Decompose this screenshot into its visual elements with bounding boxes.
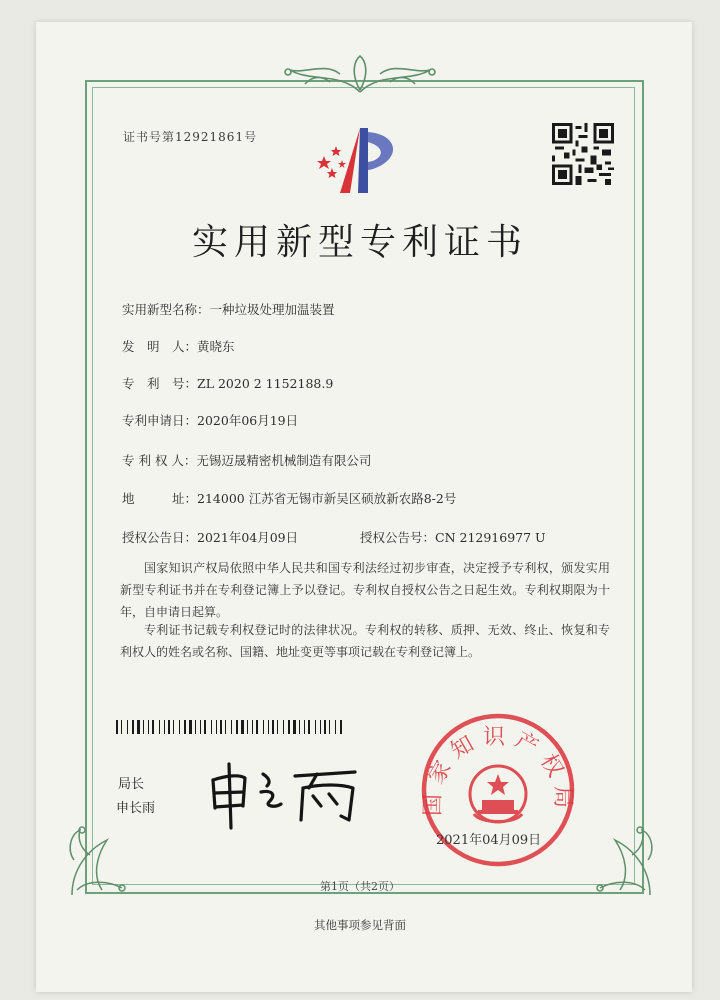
- handwritten-signature: [205, 762, 365, 832]
- field-filing-date: [122, 411, 298, 429]
- field-label: 发 明 人：: [122, 339, 198, 354]
- field-label: 授权公告日：: [122, 530, 198, 545]
- national-emblem-icon: [470, 766, 526, 822]
- body-paragraph: 专利证书记载专利权登记时的法律状况。专利权的转移、质押、无效、终止、恢复和专利权人的姓名或名称、国籍、地址变更等事项记载在专利登记簿上。: [120, 623, 610, 659]
- seal-date: 2021年04月09日: [436, 833, 542, 848]
- field-patent-number: [122, 374, 333, 392]
- certificate-number: 证书号第12921861号: [123, 130, 258, 144]
- certificate-title: 实用新型专利证书: [191, 222, 528, 263]
- page-number: 第1页（共2页）: [320, 880, 400, 893]
- field-value: CN 212916977 U: [435, 530, 546, 545]
- field-grant-date: [122, 528, 298, 546]
- director-title: 局长: [118, 777, 145, 792]
- field-value: 214000 江苏省无锡市新吴区硕放新农路8-2号: [197, 491, 457, 506]
- field-label: 专 利 权 人：: [122, 453, 197, 468]
- field-value: 2020年06月19日: [197, 413, 299, 428]
- barcode-icon: [116, 720, 348, 734]
- field-inventor: [122, 337, 235, 355]
- field-value: 无锡迈晟精密机械制造有限公司: [196, 453, 372, 468]
- seal-text: 国家知识产权局: [420, 725, 576, 817]
- director-name: 申长雨: [116, 801, 156, 816]
- footer-note: 其他事项参见背面: [314, 918, 406, 932]
- field-label: 专利申请日：: [122, 413, 198, 428]
- field-grant-number: [360, 528, 546, 546]
- field-label: 实用新型名称：: [122, 302, 210, 317]
- field-value: 一种垃圾处理加温装置: [209, 302, 335, 317]
- field-label: 地 址：: [122, 491, 198, 506]
- cnipa-logo-icon: [310, 118, 410, 198]
- field-patentee: [122, 451, 371, 469]
- top-ornament-icon: [270, 52, 450, 94]
- field-name: [122, 300, 335, 318]
- field-label: 授权公告号：: [360, 530, 436, 545]
- field-value: 2021年04月09日: [197, 530, 299, 545]
- qr-code-icon: [552, 123, 614, 185]
- field-value: 黄晓东: [197, 339, 235, 354]
- field-label: 专 利 号：: [122, 376, 198, 391]
- field-address: [122, 489, 456, 507]
- body-paragraph: 国家知识产权局依照中华人民共和国专利法经过初步审查，决定授予专利权，颁发实用新型专利证书并在专利登记簿上予以登记。专利权自授权公告之日起生效。专利权期限为十年，自申请日起算。: [120, 561, 610, 619]
- field-value: ZL 2020 2 1152188.9: [197, 376, 334, 391]
